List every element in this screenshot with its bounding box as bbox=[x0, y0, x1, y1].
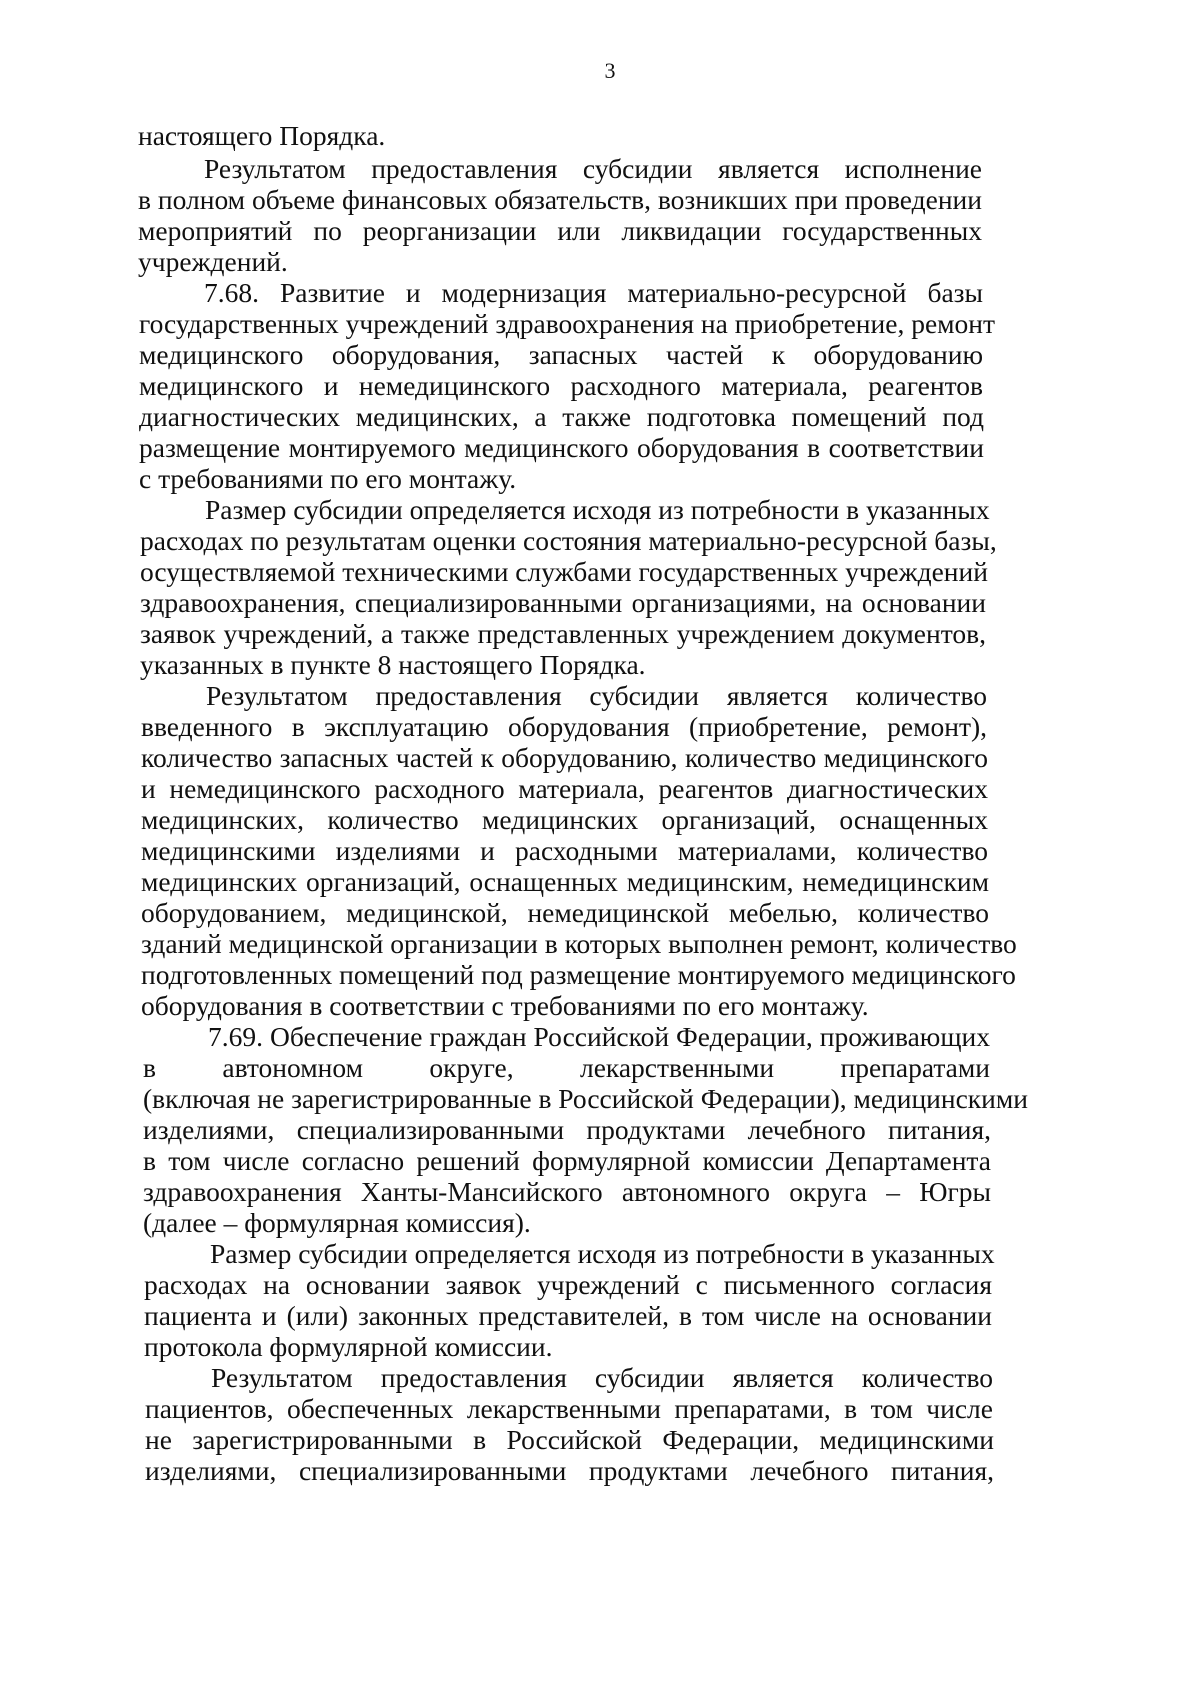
text-line: учреждений. bbox=[138, 246, 288, 277]
text-line: медицинского оборудования, запасных частей к оборудованию bbox=[139, 339, 983, 370]
text-line: количество запасных частей к оборудованию, количество медицинского bbox=[141, 742, 988, 773]
text-line: Размер субсидии определяется исходя из потребности в указанных bbox=[205, 494, 990, 525]
text-line: в том числе согласно решений формулярной комиссии Департамента bbox=[143, 1145, 991, 1176]
text-line: медицинскими изделиями и расходными материалами, количество bbox=[141, 835, 988, 866]
text-line: государственных учреждений здравоохранения на приобретение, ремонт bbox=[139, 308, 996, 339]
text-line: расходах по результатам оценки состояния материально-ресурсной базы, bbox=[140, 525, 997, 556]
text-line: Результатом предоставления субсидии является количество bbox=[211, 1362, 993, 1393]
text-line: размещение монтируемого медицинского оборудования в соответствии bbox=[139, 432, 984, 463]
text-line: указанных в пункте 8 настоящего Порядка. bbox=[140, 649, 646, 680]
text-line: здравоохранения Ханты-Мансийского автономного округа – Югры bbox=[143, 1176, 991, 1207]
text-line: пациентов, обеспеченных лекарственными препаратами, в том числе bbox=[145, 1393, 993, 1424]
text-line: медицинских организаций, оснащенных медицинским, немедицинским bbox=[141, 866, 989, 897]
text-line: в полном объеме финансовых обязательств, возникших при проведении bbox=[138, 184, 982, 215]
text-line: медицинского и немедицинского расходного материала, реагентов bbox=[139, 370, 983, 401]
text-line: и немедицинского расходного материала, реагентов диагностических bbox=[141, 773, 988, 804]
text-line: 7.68. Развитие и модернизация материально-ресурсной базы bbox=[204, 277, 983, 308]
text-line: заявок учреждений, а также представленных учреждением документов, bbox=[140, 618, 986, 649]
text-line: осуществляемой техническими службами государственных учреждений bbox=[140, 556, 988, 587]
text-line: изделиями, специализированными продуктами лечебного питания, bbox=[143, 1114, 991, 1145]
text-line: в автономном округе, лекарственными препаратами bbox=[143, 1052, 990, 1083]
text-line: подготовленных помещений под размещение монтируемого медицинского bbox=[141, 959, 1016, 990]
text-line: не зарегистрированными в Российской Федерации, медицинскими bbox=[145, 1424, 994, 1455]
text-line: здравоохранения, специализированными организациями, на основании bbox=[140, 587, 986, 618]
text-line: расходах на основании заявок учреждений с письменного согласия bbox=[144, 1269, 992, 1300]
text-line: пациента и (или) законных представителей, в том числе на основании bbox=[144, 1300, 992, 1331]
text-line: мероприятий по реорганизации или ликвидации государственных bbox=[138, 215, 982, 246]
text-line: диагностических медицинских, а также подготовка помещений под bbox=[139, 401, 984, 432]
text-line: зданий медицинской организации в которых выполнен ремонт, количество bbox=[141, 928, 1017, 959]
text-line: настоящего Порядка. bbox=[138, 120, 386, 151]
text-line: (далее – формулярная комиссия). bbox=[143, 1207, 531, 1238]
text-line: Размер субсидии определяется исходя из потребности в указанных bbox=[210, 1238, 995, 1269]
page-number: 3 bbox=[604, 58, 616, 83]
text-line: медицинских, количество медицинских организаций, оснащенных bbox=[141, 804, 988, 835]
text-line: Результатом предоставления субсидии является количество bbox=[206, 680, 987, 711]
text-line: протокола формулярной комиссии. bbox=[144, 1331, 553, 1362]
text-line: 7.69. Обеспечение граждан Российской Федерации, проживающих bbox=[208, 1021, 990, 1052]
text-line: введенного в эксплуатацию оборудования (приобретение, ремонт), bbox=[141, 711, 987, 742]
text-line: изделиями, специализированными продуктами лечебного питания, bbox=[145, 1455, 994, 1486]
text-line: оборудования в соответствии с требованиями по его монтажу. bbox=[141, 990, 869, 1021]
text-line: (включая не зарегистрированные в Российской Федерации), медицинскими bbox=[143, 1083, 1028, 1114]
text-line: с требованиями по его монтажу. bbox=[139, 463, 517, 494]
text-line: оборудованием, медицинской, немедицинской мебелью, количество bbox=[141, 897, 989, 928]
text-line: Результатом предоставления субсидии является исполнение bbox=[204, 153, 982, 184]
